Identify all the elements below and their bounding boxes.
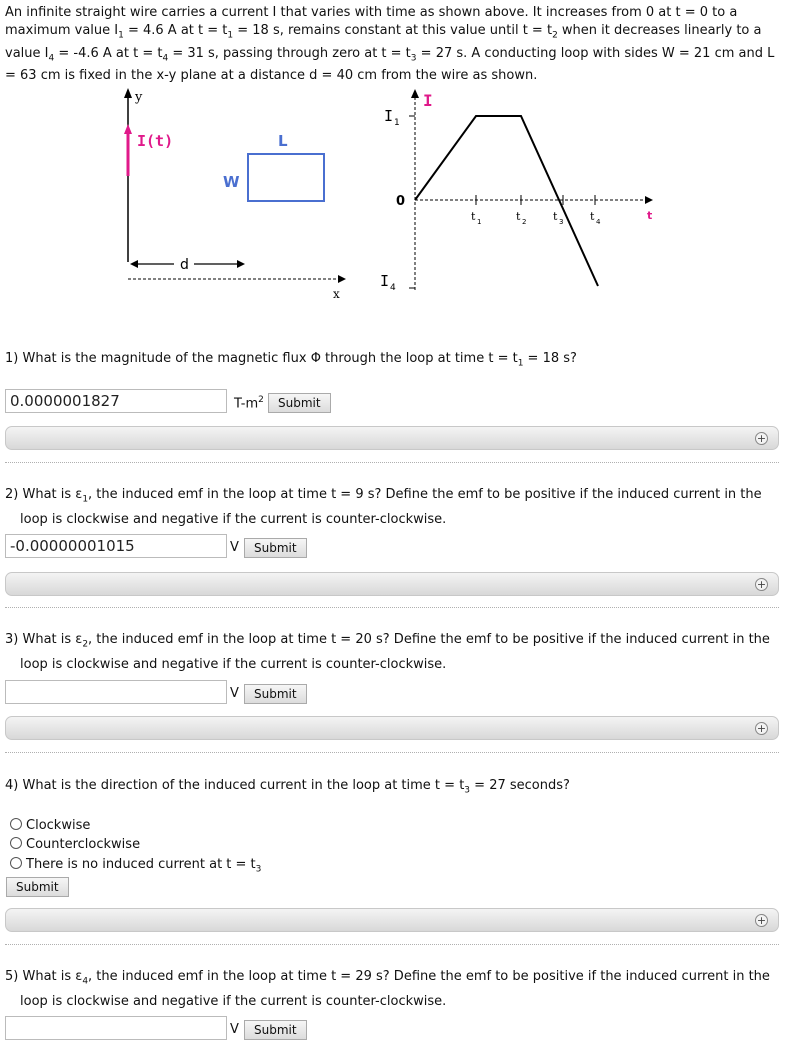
- submit-3-button[interactable]: Submit: [244, 684, 307, 704]
- option-label: There is no induced current at t = t: [26, 857, 256, 872]
- problem-statement: [5, 4, 785, 85]
- unit-sup: 2: [258, 395, 264, 405]
- answer-2-unit: V: [230, 540, 239, 555]
- current-time-graph: [370, 86, 670, 301]
- loop-length-label: L: [278, 132, 288, 150]
- question-1-text: [5, 349, 775, 374]
- t-axis-arrow: [645, 196, 653, 204]
- question-text-line: loop is clockwise and negative if the current is counter-clockwise.: [20, 511, 447, 527]
- zero-label: 0: [396, 194, 406, 209]
- intro-sub: 3: [410, 53, 417, 64]
- t-axis-label: t: [647, 209, 653, 222]
- intro-sub: 4: [48, 53, 55, 64]
- hint-bar-4[interactable]: [5, 908, 779, 932]
- question-sub: 1: [82, 494, 89, 505]
- conducting-loop: [248, 154, 324, 201]
- question-text-line: 3) What is ε: [5, 632, 83, 647]
- intro-text: = 18 s, remains constant at this value until t = t: [233, 23, 553, 38]
- i4-sub: 4: [390, 283, 396, 293]
- submit-1-button[interactable]: Submit: [268, 393, 331, 413]
- question-text-line: , the induced emf in the loop at time t = 9 s? Define the emf to be positive if the induced current in the: [88, 487, 762, 502]
- question-sub: 3: [464, 785, 471, 796]
- intro-text: An infinite straight wire carries a current I that varies with time as shown above. It increases from 0 at t = 0 to a maximum value I: [5, 5, 738, 38]
- intro-text: = 31 s, passing through zero at t = t: [168, 45, 411, 61]
- divider: [5, 752, 779, 753]
- loop-width-label: W: [223, 173, 240, 191]
- submit-4-button[interactable]: Submit: [6, 877, 69, 897]
- question-text-line: = 18 s?: [523, 351, 577, 366]
- hint-bar-1[interactable]: [5, 426, 779, 450]
- t4-sub: 4: [596, 218, 601, 226]
- i-axis-label: I: [423, 91, 433, 110]
- t4-label: t: [590, 210, 595, 223]
- wire-loop-diagram: [118, 86, 358, 301]
- answer-1-input[interactable]: [5, 389, 227, 413]
- intro-text: when it decreases linearly to a value I: [5, 23, 762, 61]
- question-text-line: 4) What is the direction of the induced current in the loop at time t = t: [5, 778, 465, 793]
- question-sub: 1: [517, 358, 524, 369]
- option-label: Clockwise: [26, 818, 91, 833]
- current-label: I(t): [137, 132, 174, 150]
- t1-label: t: [471, 210, 476, 223]
- radio-button[interactable]: [10, 857, 22, 869]
- plus-icon[interactable]: +: [756, 578, 767, 591]
- plus-icon[interactable]: +: [756, 722, 767, 735]
- t1-sub: 1: [477, 218, 482, 226]
- question-5-text: [5, 967, 775, 1011]
- t3-label: t: [553, 210, 558, 223]
- intro-text: = 27 s. A conducting loop with sides W = 21 cm and L = 63 cm is fixed in the x-y plane at a distance d = 40 cm from the wire as shown.: [5, 45, 775, 84]
- t2-sub: 2: [522, 218, 527, 226]
- plus-icon[interactable]: +: [756, 432, 767, 445]
- i1-sub: 1: [394, 118, 400, 128]
- intro-sub: 1: [118, 30, 124, 41]
- option-counterclockwise[interactable]: [10, 836, 140, 854]
- intro-text: = -4.6 A at t = t: [54, 45, 163, 61]
- question-4-text: [5, 776, 775, 801]
- submit-5-button[interactable]: Submit: [244, 1020, 307, 1040]
- question-text-line: 2) What is ε: [5, 487, 83, 502]
- answer-5-unit: V: [230, 1022, 239, 1037]
- question-text-line: , the induced emf in the loop at time t = 29 s? Define the emf to be positive if the induced current in the: [88, 969, 770, 984]
- radio-button[interactable]: [10, 818, 22, 830]
- intro-text: = 4.6 A at t = t: [123, 23, 228, 38]
- d-arrowhead-right: [237, 260, 245, 268]
- intro-sub: 1: [227, 30, 234, 41]
- option-no-current[interactable]: [10, 856, 261, 879]
- distance-label: d: [180, 257, 189, 273]
- t2-label: t: [516, 210, 521, 223]
- question-text-line: loop is clockwise and negative if the current is counter-clockwise.: [20, 993, 447, 1009]
- x-axis-label: x: [333, 287, 340, 301]
- intro-sub: 2: [552, 30, 558, 41]
- question-text-line: , the induced emf in the loop at time t = 20 s? Define the emf to be positive if the induced current in the: [88, 632, 770, 647]
- x-axis-arrow: [338, 275, 346, 283]
- question-sub: 2: [82, 639, 89, 650]
- divider: [5, 607, 779, 608]
- submit-2-button[interactable]: Submit: [244, 538, 307, 558]
- i1-label: I: [384, 107, 394, 125]
- question-text-line: 1) What is the magnitude of the magnetic flux Φ through the loop at time t = t: [5, 351, 518, 366]
- plus-icon[interactable]: +: [756, 914, 767, 927]
- current-curve: [415, 116, 598, 286]
- y-axis-arrow: [124, 88, 132, 98]
- i4-label: I: [380, 272, 390, 290]
- radio-button[interactable]: [10, 837, 22, 849]
- intro-sub: 4: [162, 53, 169, 64]
- question-text-line: = 27 seconds?: [470, 778, 570, 793]
- option-clockwise[interactable]: [10, 817, 90, 835]
- question-text-line: loop is clockwise and negative if the current is counter-clockwise.: [20, 656, 447, 672]
- answer-2-input[interactable]: [5, 534, 227, 558]
- option-label: Counterclockwise: [26, 837, 141, 852]
- y-axis-label: y: [135, 90, 143, 105]
- d-arrowhead-left: [130, 260, 138, 268]
- option-sub: 3: [255, 864, 262, 875]
- current-arrow-head: [124, 124, 132, 134]
- question-sub: 4: [82, 976, 89, 987]
- question-text-line: 5) What is ε: [5, 969, 83, 984]
- unit-text: T-m: [234, 396, 259, 412]
- hint-bar-2[interactable]: [5, 572, 779, 596]
- divider: [5, 462, 779, 463]
- hint-bar-3[interactable]: [5, 716, 779, 740]
- answer-5-input[interactable]: [5, 1016, 227, 1040]
- question-3-text: [5, 630, 775, 674]
- answer-3-unit: V: [230, 686, 239, 701]
- t3-sub: 3: [559, 218, 564, 226]
- question-2-text: [5, 485, 775, 529]
- i-axis-arrow: [411, 89, 419, 98]
- answer-3-input[interactable]: [5, 680, 227, 704]
- divider: [5, 944, 779, 945]
- answer-1-unit: [234, 395, 264, 411]
